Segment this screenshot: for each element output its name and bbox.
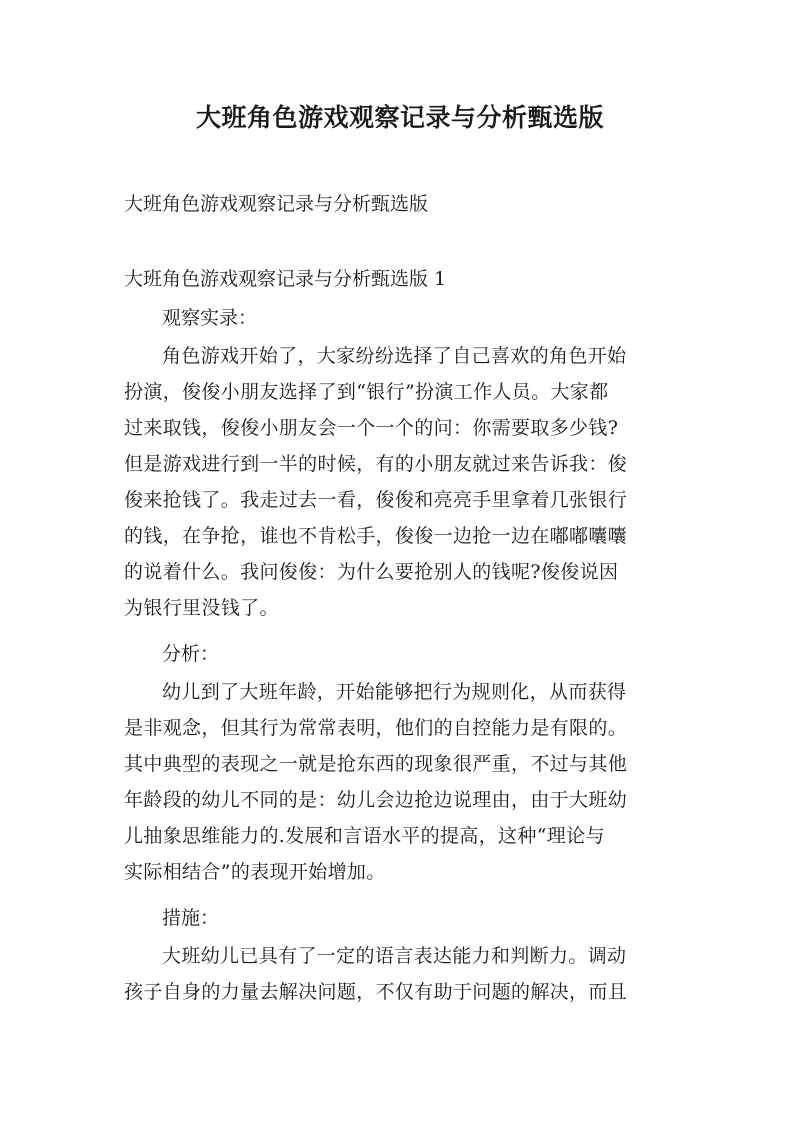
measures-line: 大班幼儿已具有了一定的语言表达能力和判断力。调动 — [162, 945, 627, 967]
observation-line: 的钱，在争抢，谁也不肯松手，俊俊一边抢一边在嘟嘟囔囔 — [124, 525, 628, 547]
analysis-line: 实际相结合”的表现开始增加。 — [124, 861, 386, 883]
observation-line: 的说着什么。我问俊俊：为什么要抢别人的钱呢?俊俊说因 — [124, 561, 619, 583]
observation-line: 过来取钱，俊俊小朋友会一个一个的问：你需要取多少钱? — [124, 417, 619, 439]
observation-line: 俊来抢钱了。我走过去一看，俊俊和亮亮手里拿着几张银行 — [124, 489, 628, 511]
heading-analysis: 分析： — [162, 643, 220, 665]
analysis-line: 幼儿到了大班年龄，开始能够把行为规则化，从而获得 — [162, 681, 627, 703]
observation-line: 扮演，俊俊小朋友选择了到“银行”扮演工作人员。大家都 — [124, 381, 609, 403]
heading-measures: 措施： — [162, 907, 220, 929]
heading-observation: 观察实录： — [162, 307, 258, 329]
observation-line: 但是游戏进行到一半的时候，有的小朋友就过来告诉我：俊 — [124, 453, 628, 475]
document-title: 大班角色游戏观察记录与分析甄选版 — [195, 103, 604, 132]
observation-line: 为银行里没钱了。 — [124, 597, 279, 619]
analysis-line: 其中典型的表现之一就是抢东西的现象很严重，不过与其他 — [124, 753, 628, 775]
section-title: 大班角色游戏观察记录与分析甄选版 1 — [124, 268, 447, 290]
analysis-line: 年龄段的幼儿不同的是：幼儿会边抢边说理由，由于大班幼 — [124, 789, 628, 811]
measures-line: 孩子自身的力量去解决问题，不仅有助于问题的解决，而且 — [124, 981, 628, 1003]
analysis-line: 是非观念，但其行为常常表明，他们的自控能力是有限的。 — [124, 717, 628, 739]
document-subtitle: 大班角色游戏观察记录与分析甄选版 — [124, 193, 429, 215]
observation-line: 角色游戏开始了，大家纷纷选择了自己喜欢的角色开始 — [162, 345, 627, 367]
analysis-line: 儿抽象思维能力的.发展和言语水平的提高，这种“理论与 — [124, 825, 605, 847]
